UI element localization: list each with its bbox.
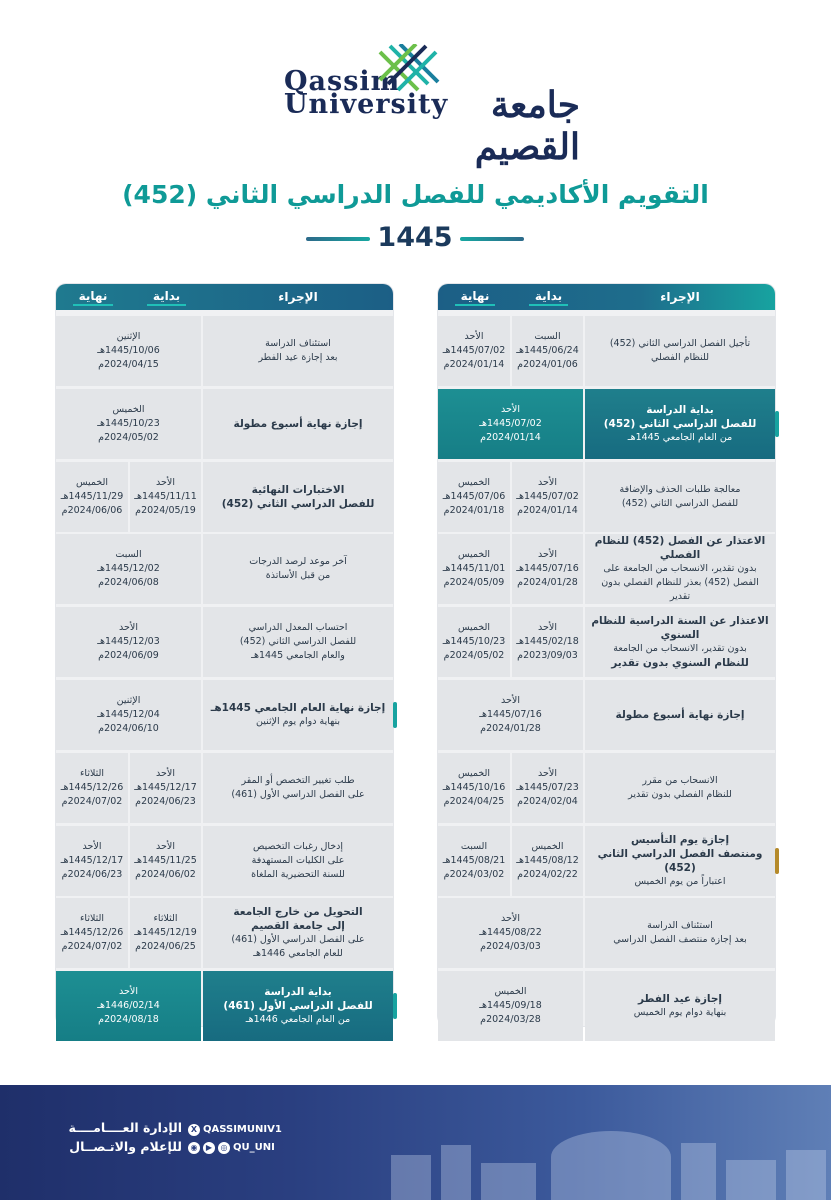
cell-line: 1445/11/11هـ <box>134 490 197 502</box>
cell-line: 2024/01/06م <box>517 359 578 370</box>
cell-line: 2024/06/06م <box>61 504 123 516</box>
table-row <box>438 607 775 677</box>
table-row <box>56 898 393 968</box>
cell-line: 1445/11/01هـ <box>442 563 506 575</box>
cell-line: الأحد <box>82 840 102 852</box>
cell-line: الأحد <box>538 767 557 779</box>
procedure-cell <box>203 971 393 1041</box>
cell-line: 2023/09/03م <box>517 650 578 662</box>
cell-line: 1445/08/21هـ <box>442 854 506 866</box>
cell-line: 2024/01/18م <box>443 504 505 516</box>
cell-line: الأحد <box>156 840 175 852</box>
cell-line: 1445/10/06هـ <box>97 345 160 356</box>
date-cell <box>56 680 201 750</box>
procedure-cell <box>203 389 393 459</box>
cell-line: الخميس <box>457 622 491 634</box>
logo-arabic-text: جامعة القصيم <box>474 84 580 168</box>
cell-line: ومنتصف الفصل الدراسي الثاني (452) <box>597 847 763 874</box>
cell-line: بعد إجازة منتصف الفصل الدراسي <box>613 934 747 946</box>
cell-line: الأحد <box>538 549 557 561</box>
procedure-cell <box>203 316 393 386</box>
cell-line: 2024/01/14م <box>517 504 578 516</box>
date-cell <box>56 389 201 459</box>
cell-line: الفصل (452) بعذر للنظام الفصلي بدون تقدير <box>601 577 759 603</box>
procedure-cell <box>585 971 775 1041</box>
cell-line: 2024/04/25م <box>443 795 505 807</box>
cell-line: طلب تغيير التخصص أو المقر <box>241 774 355 786</box>
cell-line: السبت <box>115 549 142 561</box>
table-row <box>56 753 393 823</box>
footer-banner <box>0 1085 831 1200</box>
row-marker <box>775 411 779 437</box>
date-cell <box>438 389 583 459</box>
row-marker <box>393 702 397 728</box>
cell-line: 2024/05/09م <box>443 577 505 589</box>
cell-line: 1445/10/23هـ <box>97 417 160 429</box>
cell-line: للعام الجامعي 1446هـ <box>253 948 343 960</box>
cell-line: الأحد <box>538 476 557 488</box>
procedure-cell <box>203 534 393 604</box>
cell-line: الأحد <box>119 986 138 998</box>
table-header <box>438 284 775 310</box>
cell-line: إجازة نهاية أسبوع مطولة <box>615 709 745 721</box>
row-marker <box>393 993 397 1019</box>
cell-line: 2024/06/09م <box>98 650 159 662</box>
cell-line: 1445/11/29هـ <box>60 490 124 502</box>
start-date-cell <box>130 826 201 896</box>
table-row <box>438 753 775 823</box>
cell-line: الخميس <box>531 840 564 852</box>
cell-line: الثلاثاء <box>153 913 178 925</box>
end-date-cell <box>438 534 510 604</box>
cell-line: الأحد <box>464 331 484 342</box>
cell-line: إجازة نهاية العام الجامعي 1445هـ <box>210 702 386 714</box>
table-row <box>56 534 393 604</box>
handle-social[interactable]: QU_UNI <box>233 1142 275 1153</box>
start-date-cell <box>512 462 583 532</box>
cell-line: الخميس <box>75 476 109 488</box>
header-procedure: الإجراء <box>278 290 318 304</box>
end-date-cell <box>438 753 510 823</box>
end-date-cell <box>56 462 128 532</box>
social-handles <box>188 1121 282 1157</box>
cell-line: على الفصل الدراسي الأول (461) <box>231 934 365 946</box>
cell-line: 2024/06/23م <box>135 795 196 807</box>
cell-line: 1445/07/16هـ <box>516 563 579 575</box>
procedure-cell <box>203 753 393 823</box>
cell-line: 1445/09/18هـ <box>479 1000 542 1012</box>
cell-line: 2024/01/14م <box>480 431 541 443</box>
procedure-cell <box>585 753 775 823</box>
date-cell <box>56 971 201 1041</box>
cell-line: إدخال رغبات التخصيص <box>252 840 344 852</box>
end-date-cell <box>56 826 128 896</box>
table-row <box>56 680 393 750</box>
cell-line: بداية الدراسة <box>264 986 332 999</box>
cell-line: الأحد <box>156 767 175 779</box>
cell-line: 2024/06/23م <box>61 868 123 880</box>
cell-line: للسنة التحضيرية الملغاة <box>251 868 345 880</box>
snapchat-icon[interactable]: ◉ <box>188 1142 200 1154</box>
table-row <box>438 534 775 604</box>
cell-line: 1445/02/18هـ <box>516 636 579 648</box>
table-row <box>438 826 775 896</box>
procedure-cell <box>585 389 775 459</box>
end-date-cell <box>438 462 510 532</box>
cell-line: 1445/07/02هـ <box>479 417 542 429</box>
cell-line: على الفصل الدراسي الأول (461) <box>231 788 365 800</box>
cell-line: الخميس <box>494 986 527 998</box>
cell-line: للنظام الفصلي <box>650 352 710 363</box>
procedure-cell <box>203 607 393 677</box>
start-date-cell <box>130 753 201 823</box>
cell-line: الأحد <box>501 913 520 925</box>
cell-line: 2024/01/14م <box>443 359 505 370</box>
cell-line: إجازة نهاية أسبوع مطولة <box>233 417 363 430</box>
cell-line: إلى جامعة القصيم <box>251 920 345 933</box>
cell-line: الإثنين <box>116 695 141 706</box>
cell-line: للفصل الدراسي الثاني (452) <box>221 497 375 510</box>
procedure-cell <box>203 826 393 896</box>
end-date-cell <box>56 753 128 823</box>
cell-line: إجازة يوم التأسيس <box>630 833 730 846</box>
cell-line: 1445/12/03هـ <box>97 636 160 648</box>
cell-line: احتساب المعدل الدراسي <box>248 622 348 634</box>
cell-line: الإثنين <box>116 331 141 342</box>
table-row <box>56 316 393 386</box>
cell-line: 2024/03/03م <box>480 941 541 953</box>
cell-line: 2024/01/28م <box>480 723 541 734</box>
city-skyline-image <box>371 1085 831 1200</box>
cell-line: الاعتذار عن الفصل (452) للنظام الفصلي <box>594 535 766 562</box>
cell-line: 1446/02/14هـ <box>97 1000 160 1012</box>
table-header <box>56 284 393 310</box>
cell-line: 1445/07/06هـ <box>442 490 506 502</box>
cell-line: 2024/05/02م <box>443 650 505 662</box>
cell-line: 1445/08/22هـ <box>479 927 542 939</box>
cell-line: 1445/12/26هـ <box>60 927 124 939</box>
header-start: بداية <box>147 288 186 306</box>
cell-line: بعد إجازة عيد الفطر <box>258 352 338 363</box>
end-date-cell <box>438 826 510 896</box>
cell-line: بدون تقدير، الانسحاب من الجامعة على <box>603 563 757 575</box>
cell-line: بدون تقدير، الانسحاب من الجامعة <box>613 643 747 655</box>
cell-line: على الكليات المستهدفة <box>251 854 345 866</box>
cell-line: 2024/03/28م <box>480 1014 541 1026</box>
cell-line: للفصل الدراسي الثاني (452) <box>621 497 739 509</box>
calendar-table-right <box>438 284 775 1026</box>
header-start: بداية <box>529 288 568 306</box>
cell-line: للفصل الدراسي الثاني (452) <box>603 417 757 430</box>
procedure-cell <box>203 680 393 750</box>
cell-line: 1445/07/23هـ <box>516 781 579 793</box>
cell-line: من العام الجامعي 1445هـ <box>627 431 733 443</box>
cell-line: 2024/05/02م <box>98 431 159 443</box>
table-row <box>56 826 393 896</box>
dept-line-1: الإدارة العــــامــــة <box>68 1120 182 1135</box>
cell-line: الخميس <box>457 549 491 561</box>
start-date-cell <box>130 462 201 532</box>
cell-line: اعتباراً من يوم الخميس <box>634 875 726 887</box>
cell-line: 2024/08/18م <box>98 1014 159 1026</box>
cell-line: التحويل من خارج الجامعة <box>233 906 363 919</box>
cell-line: 1445/12/19هـ <box>134 927 197 939</box>
date-cell <box>56 534 201 604</box>
start-date-cell <box>130 898 201 968</box>
cell-line: آخر موعد لرصد الدرجات <box>249 556 347 568</box>
table-row <box>56 607 393 677</box>
cell-line: 1445/07/02هـ <box>442 345 506 356</box>
header-end: نهاية <box>455 288 496 306</box>
cell-line: تأجيل الفصل الدراسي الثاني (452) <box>609 338 751 349</box>
cell-line: 2024/07/02م <box>61 795 123 807</box>
cell-line: 1445/12/17هـ <box>134 781 197 793</box>
procedure-cell <box>585 462 775 532</box>
cell-line: السبت <box>534 331 561 342</box>
start-date-cell <box>512 826 583 896</box>
cell-line: 2024/06/02م <box>135 868 196 880</box>
table-row <box>438 898 775 968</box>
cell-line: 1445/06/24هـ <box>516 345 579 356</box>
cell-line: للنظام الفصلي بدون تقدير <box>628 788 732 800</box>
academic-year: 1445 <box>377 222 453 253</box>
page-title: التقويم الأكاديمي للفصل الدراسي الثاني (452) <box>122 180 709 209</box>
cell-line: السبت <box>460 840 488 852</box>
end-date-cell <box>438 607 510 677</box>
table-row <box>56 389 393 459</box>
header-end: نهاية <box>73 288 114 306</box>
cell-line: إجازة عيد الفطر <box>637 993 723 1006</box>
date-cell <box>438 680 583 750</box>
start-date-cell <box>512 607 583 677</box>
start-date-cell <box>512 534 583 604</box>
calendar-table-left <box>56 284 393 1026</box>
cell-line: الخميس <box>112 403 145 415</box>
media-department-name <box>64 1118 182 1156</box>
cell-line: 1445/12/26هـ <box>60 781 124 793</box>
cell-line: 2024/03/02م <box>443 868 505 880</box>
cell-line: 2024/06/08م <box>98 577 159 589</box>
year-banner <box>300 222 530 254</box>
dept-line-2: للإعلام والاتـصــال <box>69 1139 182 1154</box>
instagram-icon[interactable]: ◎ <box>218 1142 230 1154</box>
cell-line: 1445/07/02هـ <box>516 490 579 502</box>
cell-line: الثلاثاء <box>79 913 105 925</box>
table-row <box>438 680 775 750</box>
cell-line: الانسحاب من مقرر <box>642 774 718 786</box>
cell-line: 2024/05/19م <box>135 504 196 516</box>
table-row <box>56 462 393 532</box>
procedure-cell <box>203 462 393 532</box>
cell-line: 1445/10/23هـ <box>442 636 506 648</box>
cell-line: 2024/02/22م <box>517 868 578 880</box>
table-row <box>438 971 775 1041</box>
cell-line: من العام الجامعي 1446هـ <box>245 1014 351 1026</box>
cell-line: والعام الجامعي 1445هـ <box>251 650 345 662</box>
cell-line: بداية الدراسة <box>646 403 714 416</box>
cell-line: معالجة طلبات الحذف والإضافة <box>619 483 741 495</box>
date-cell <box>56 316 201 386</box>
date-cell <box>438 971 583 1041</box>
cell-line: الأحد <box>501 403 520 415</box>
cell-line: استئناف الدراسة <box>647 920 713 932</box>
procedure-cell <box>585 316 775 386</box>
cell-line: 1445/08/12هـ <box>516 854 579 866</box>
x-twitter-icon[interactable]: X <box>188 1124 200 1136</box>
cell-line: الأحد <box>538 622 557 634</box>
procedure-cell <box>203 898 393 968</box>
cell-line: الأحد <box>501 695 520 706</box>
row-marker <box>775 848 779 874</box>
cell-line: بنهاية دوام يوم الخميس <box>633 1007 727 1019</box>
cell-line: 1445/11/25هـ <box>134 854 197 866</box>
cell-line: الثلاثاء <box>79 767 105 779</box>
cell-line: للفصل الدراسي الثاني (452) <box>239 636 357 648</box>
procedure-cell <box>585 680 775 750</box>
cell-line: للفصل الدراسي الأول (461) <box>223 1000 373 1013</box>
header-procedure: الإجراء <box>660 290 700 304</box>
end-date-cell <box>438 316 510 386</box>
cell-line: استئناف الدراسة <box>265 338 331 349</box>
cell-line: 2024/01/28م <box>517 577 578 589</box>
end-date-cell <box>56 898 128 968</box>
cell-line: الأحد <box>119 622 138 634</box>
logo-english-text: Qassim University <box>284 66 449 120</box>
handle-twitter[interactable]: QASSIMUNIV1 <box>203 1124 282 1135</box>
procedure-cell <box>585 534 775 604</box>
year-line-right <box>460 237 524 241</box>
procedure-cell <box>585 607 775 677</box>
date-cell <box>56 607 201 677</box>
cell-line: 2024/04/15م <box>98 359 159 370</box>
cell-line: 1445/12/04هـ <box>97 709 160 720</box>
date-cell <box>438 898 583 968</box>
cell-line: 1445/12/02هـ <box>97 563 160 575</box>
youtube-icon[interactable]: ▶ <box>203 1142 215 1154</box>
table-row <box>56 971 393 1041</box>
cell-line: 2024/07/02م <box>61 941 123 953</box>
start-date-cell <box>512 316 583 386</box>
table-row <box>438 316 775 386</box>
cell-line: الخميس <box>457 476 491 488</box>
cell-line: 2024/02/04م <box>517 795 578 807</box>
university-logo <box>280 44 580 168</box>
procedure-cell <box>585 898 775 968</box>
cell-line: الخميس <box>457 767 491 779</box>
procedure-cell <box>585 826 775 896</box>
cell-line: للنظام السنوي بدون تقدير <box>611 657 749 670</box>
cell-line: من قبل الأساتذة <box>265 570 331 582</box>
start-date-cell <box>512 753 583 823</box>
cell-line: الأحد <box>156 476 175 488</box>
cell-line: 1445/10/16هـ <box>442 781 506 793</box>
cell-line: 2024/06/25م <box>135 941 196 953</box>
table-row <box>438 462 775 532</box>
cell-line: الاختبارات النهائية <box>251 483 345 496</box>
cell-line: 2024/06/10م <box>98 723 159 734</box>
cell-line: 1445/07/16هـ <box>479 709 542 720</box>
cell-line: الاعتذار عن السنة الدراسية للنظام السنوي <box>591 615 769 642</box>
table-row <box>438 389 775 459</box>
cell-line: بنهاية دوام يوم الإثنين <box>255 716 341 727</box>
cell-line: 1445/12/17هـ <box>60 854 124 866</box>
